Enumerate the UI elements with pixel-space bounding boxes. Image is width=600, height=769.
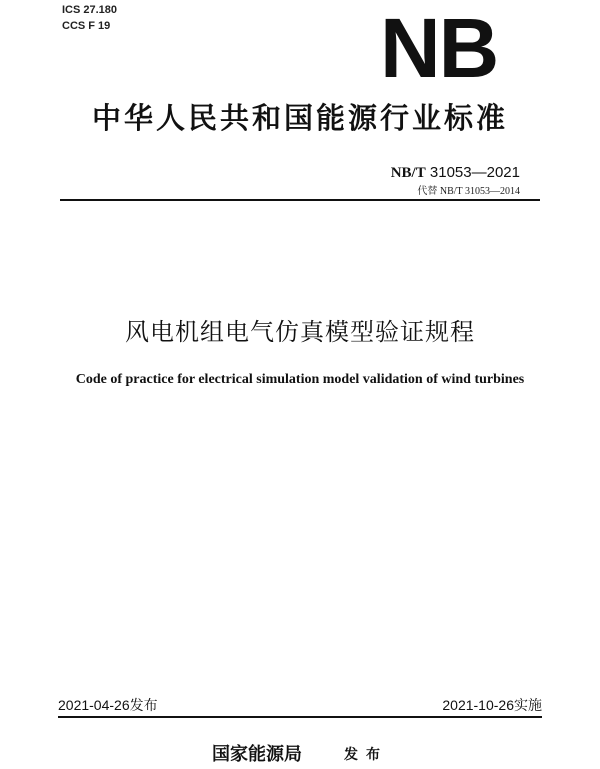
ics-code: ICS 27.180 <box>62 4 118 16</box>
nb-logo: NB <box>380 1 498 95</box>
publisher: 国家能源局 <box>212 744 302 765</box>
top-divider <box>60 199 540 201</box>
standard-organization-title: 中华人民共和国能源行业标准 <box>91 101 508 135</box>
standard-number <box>391 164 520 182</box>
ccs-code: CCS F 19 <box>62 20 111 32</box>
document-title-english: Code of practice for electrical simulation model validation of wind turbines <box>75 372 525 387</box>
implementation-date: 2021-10-26实施 <box>442 697 542 713</box>
publish-label: 发布 <box>344 747 388 763</box>
issue-date: 2021-04-26发布 <box>58 697 158 713</box>
bottom-divider <box>58 716 542 718</box>
standard-code: NB/T <box>390 165 426 181</box>
document-title-chinese: 风电机组电气仿真模型验证规程 <box>125 318 475 346</box>
replaces-standard: 代替 NB/T 31053—2014 <box>417 186 520 197</box>
standard-number-value: 31053—2021 <box>429 164 520 181</box>
